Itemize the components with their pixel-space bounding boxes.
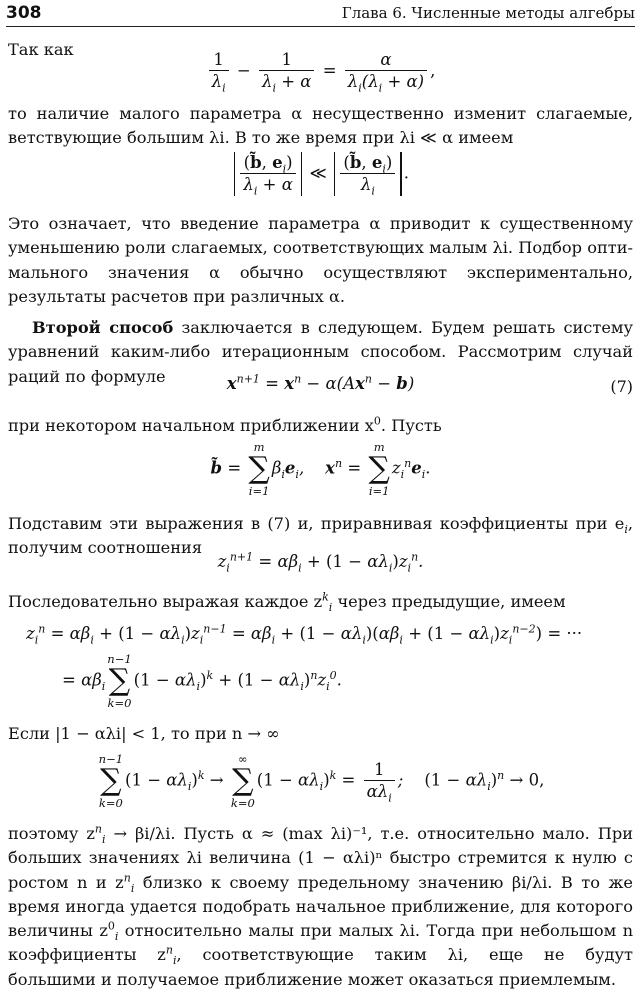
paragraph-initial-approx <box>8 414 633 438</box>
text-line: ростом n и $z^n_i$ близко к своему предельному значению βi/λi. В то же <box>8 871 633 895</box>
formula-fraction-identity: $\frac{1}{\lambda_i}$ − $\frac{1}{\lambda_i + \alpha}$ = $\frac{\alpha}{\lambda_i(\lambda_i + \alpha)}$ , <box>8 50 633 93</box>
text-line: ветствующие большим λi. В то же время при λi ≪ α имеем <box>8 128 514 148</box>
formula-iteration: $x^{n+1} = x^n - \alpha(Ax^n - b)$ <box>226 372 415 393</box>
text-line: Это означает, что введение параметра α приводит к существенному <box>8 214 633 233</box>
text-line: при некотором начальном приближении $x^0$. Пусть <box>8 414 442 435</box>
text-line: уменьшению роли слагаемых, соответствующих малым λi. Подбор опти- <box>8 238 633 258</box>
text-line: величины $z^0_i$ относительно малы при малых λi. Тогда при небольшом n <box>8 919 633 944</box>
page-number: 308 <box>6 3 42 23</box>
page-header <box>6 2 635 27</box>
text-line: раций по формуле <box>8 366 166 386</box>
text-line: получим соотношения <box>8 538 203 558</box>
text-line: Второй способ заключается в следующем. Будем решать систему <box>32 318 633 337</box>
text-line: большими и получаемое приближение может оказаться приемлемым. <box>8 969 617 989</box>
paragraph-small-parameter <box>8 102 633 151</box>
text-line: результаты расчетов при различных α. <box>8 286 346 306</box>
text-line: Так как <box>8 40 74 59</box>
paragraph-if <box>8 722 633 746</box>
text-line: Подставим эти выражения в (7) и, приравнивая коэффициенты при $e_i$, <box>8 514 633 537</box>
paragraph-sequential <box>8 590 633 614</box>
text-line: время иногда удается подобрать начальное приближение, для которого <box>8 896 633 916</box>
text-line: больших значениях λi величина (1 − αλi)ⁿ быстро стремится к нулю с <box>8 848 633 868</box>
text-line: Последовательно выражая каждое $z^k_i$ через предыдущие, имеем <box>8 590 566 615</box>
formula-unrolled: $z_i^n = \alpha\beta_i + (1 - \alpha\lambda_i)z_i^{n-1} = \alpha\beta_i + (1 - \alpha\lambda_i)(\alpha\beta_i + (1 - \alpha\lambda_i)z_i^{n-2})$ = ··· <box>26 622 583 647</box>
text-line: мального значения α обычно осуществляют экспериментально, <box>8 262 633 282</box>
formula-recurrence: $z_i^{n+1} = \alpha\beta_i + (1 - \alpha\lambda_i)z_i^n$. <box>217 550 424 575</box>
text-line: то наличие малого параметра α несущественно изменит слагаемые, <box>8 104 633 123</box>
text-line: Если |1 − αλi| < 1, то при n → ∞ <box>8 724 280 743</box>
equation-number: (7) <box>610 377 633 396</box>
chapter-title: Глава 6. Численные методы алгебры <box>341 4 635 22</box>
text-line: коэффициенты $z^n_i$, соответствующие таким λi, еще не будут <box>8 944 633 968</box>
paragraph-conclusion <box>8 822 633 992</box>
formula-inequality: $\frac{(b̃, e_i)}{\lambda_i + \alpha}$ ≪ $\frac{(b̃, e_i)}{\lambda_i}$ . <box>8 152 633 196</box>
text-line: поэтому $z^n_i \to \beta i/\lambda i$. Пусть α ≈ (max λi)⁻¹, т.е. относительно мало. При <box>8 822 633 847</box>
formula-limits: n−1 ∑ k=0 $(1 - \alpha\lambda_i)^k$ → ∞ ∑ k=0 $(1 - \alpha\lambda_i)^k$ = $\frac{1}{\alpha\lambda_i}$ ; $(1 - \alpha\lambda_i)^n \to 0$, <box>98 752 545 810</box>
formula-expansion: b̃ = m ∑ i=1 $\beta_ie_i$, $x^n$ = m ∑ i=1 $z_i^ne_i$. <box>210 440 431 498</box>
text-line: уравнений каким-либо итерационным способом. Рассмотрим случай <box>8 342 633 362</box>
paragraph-explanation <box>8 212 633 309</box>
formula-closed-form: = $\alpha\beta_i$ n−1 ∑ k=0 $(1 - \alpha\lambda_i)^k + (1 - \alpha\lambda_i)^nz_i^0$. <box>62 652 342 710</box>
